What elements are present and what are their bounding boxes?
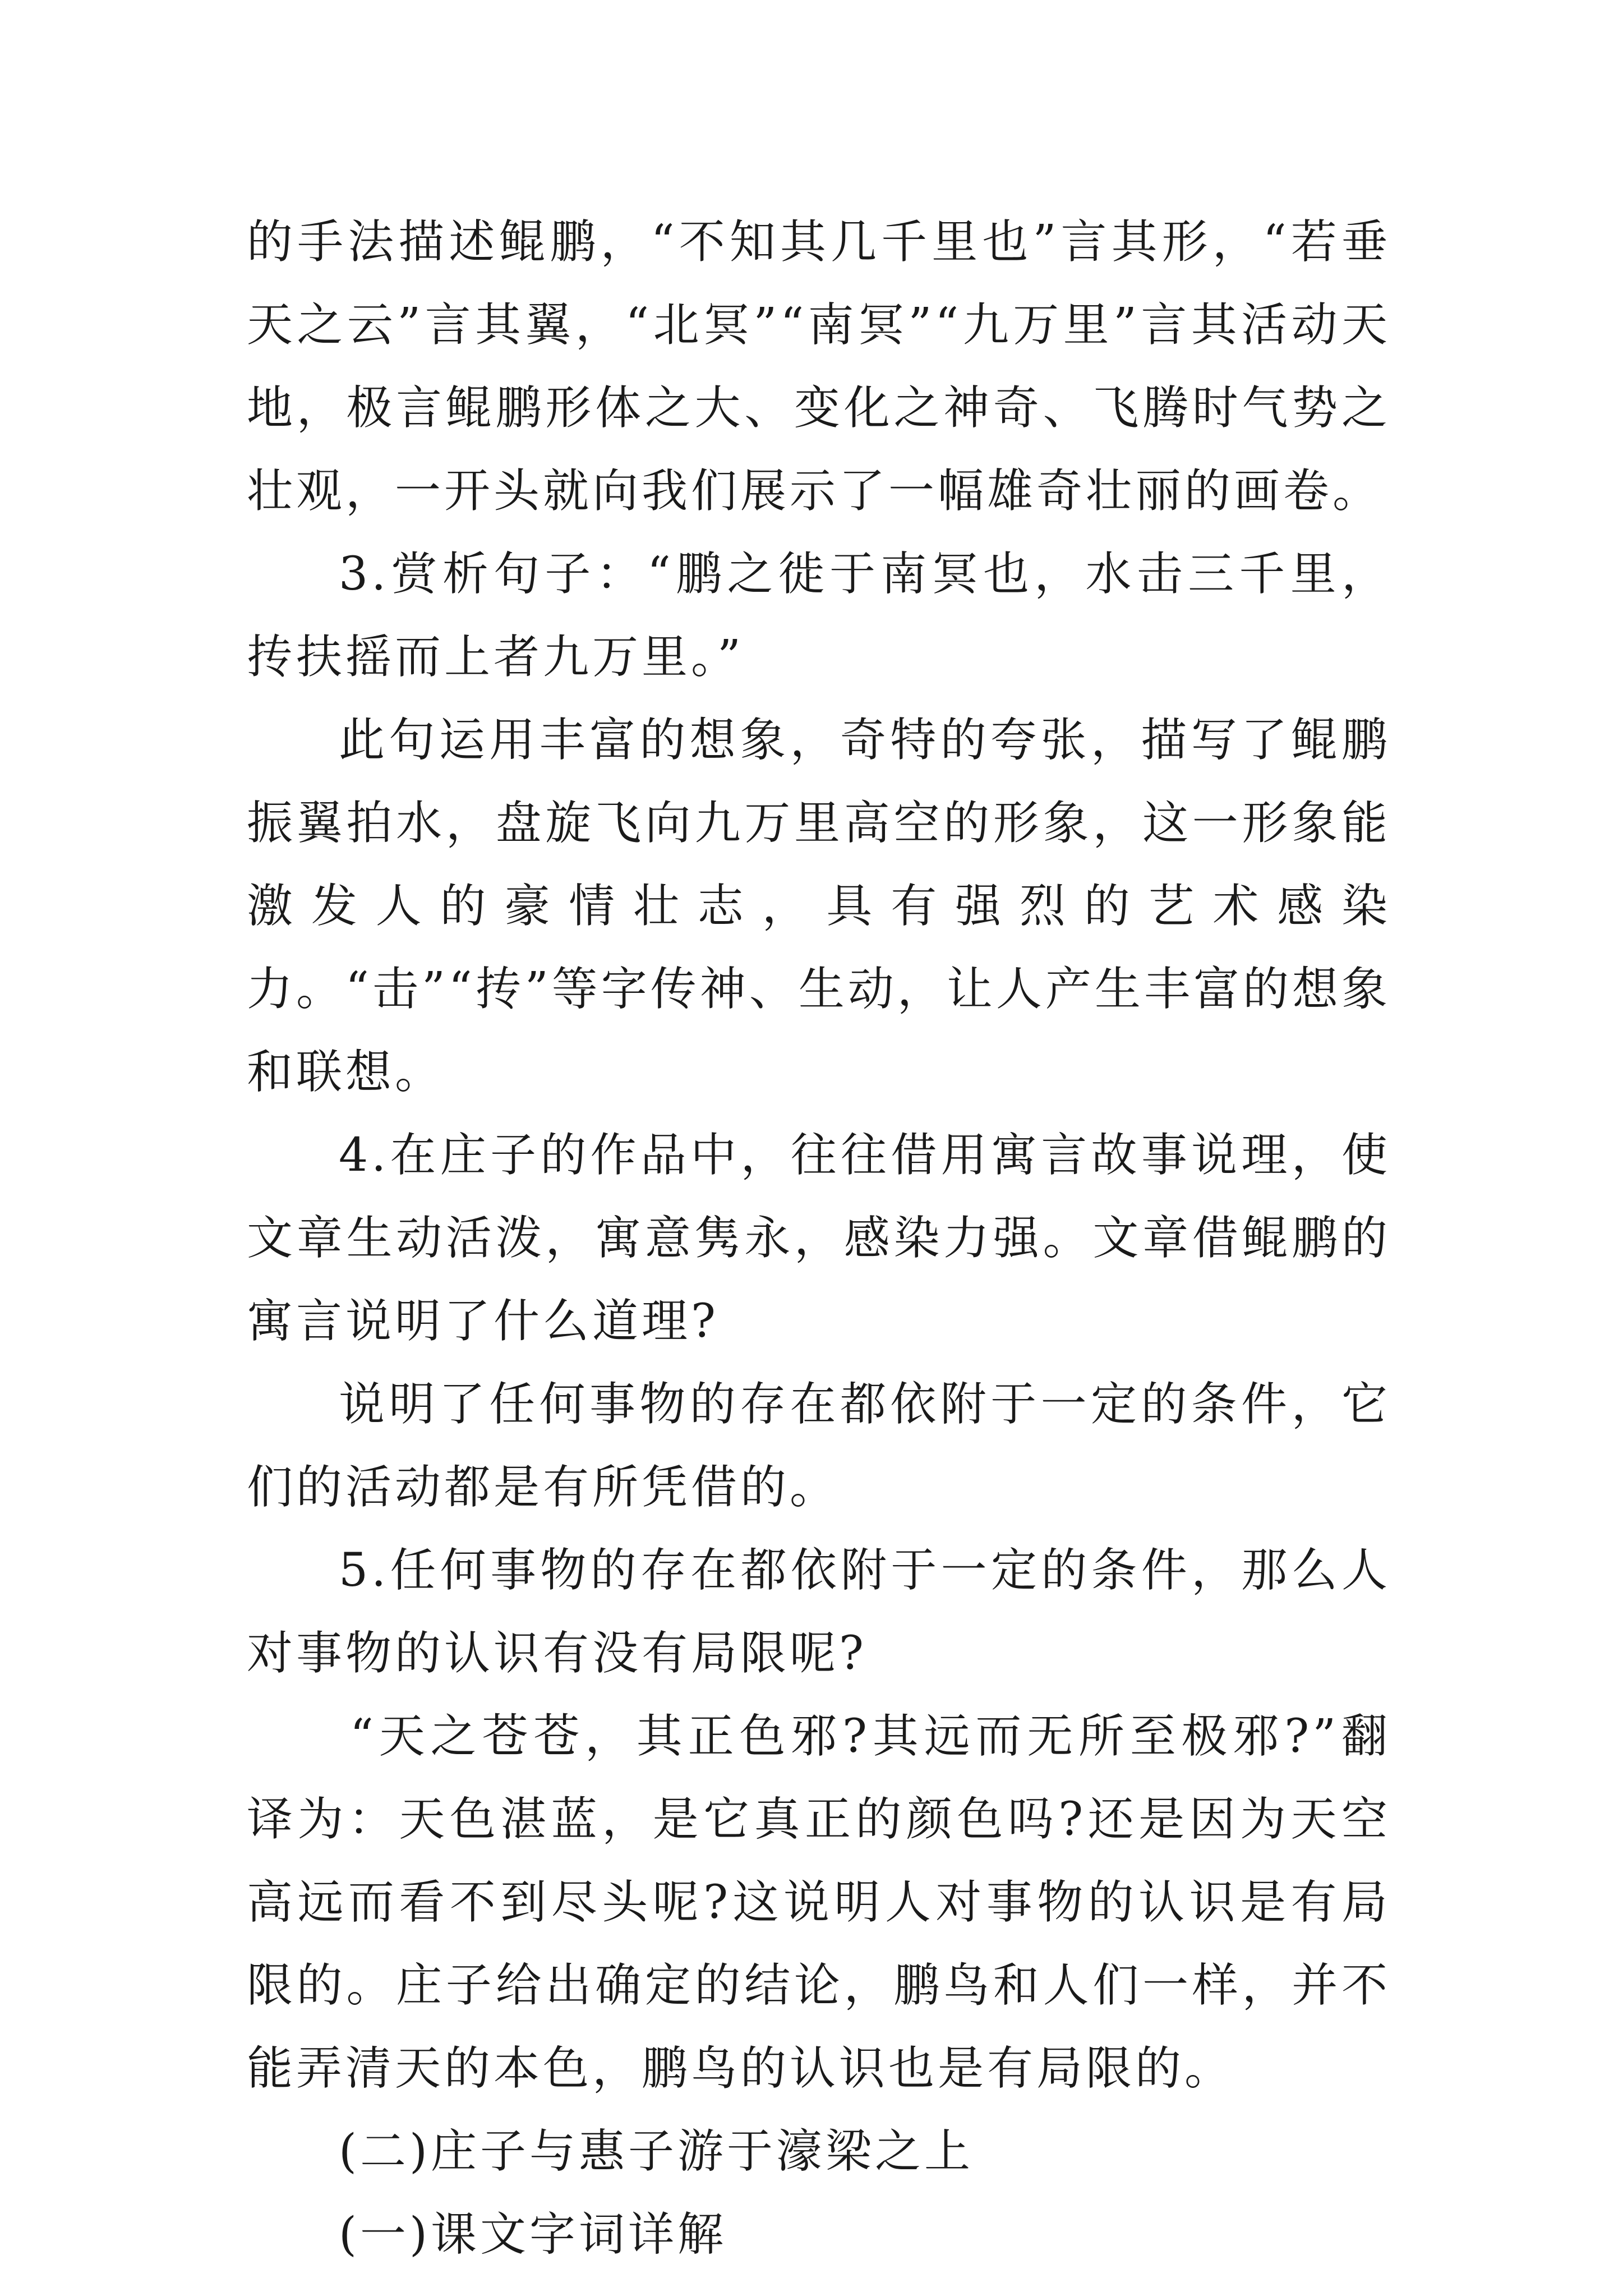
paragraph-answer-4: 说明了任何事物的存在都依附于一定的条件，它们的活动都是有所凭借的。	[247, 1378, 1391, 1514]
paragraph-answer-5: “天之苍苍，其正色邪?其远而无所至极邪?”翻译为：天色湛蓝，是它真正的颜色吗?还是因为天空高远而看不到尽头呢?这说明人对事物的认识是有局限的。庄子给出确定的结论，鹏鸟和人们一样，并不能弄清天的本色，鹏鸟的认识也是有局限的。	[247, 1710, 1391, 2095]
paragraph-question-5: 5.任何事物的存在都依附于一定的条件，那么人对事物的认识有没有局限呢?	[247, 1544, 1391, 1680]
paragraph-answer-3: 此句运用丰富的想象，奇特的夸张，描写了鲲鹏振翼拍水，盘旋飞向九万里高空的形象，这一形象能激发人的豪情壮志，具有强烈的艺术感染力。“击”“抟”等字传神、生动，让人产生丰富的想象和联想。	[247, 714, 1391, 1099]
section-heading-vocabulary: (一)课文字词详解	[339, 2208, 727, 2261]
paragraph-question-4: 4.在庄子的作品中，往往借用寓言故事说理，使文章生动活泼，寓意隽永，感染力强。文章借鲲鹏的寓言说明了什么道理?	[247, 1129, 1391, 1348]
section-heading-zhuangzi-huizi: (二)庄子与惠子游于濠梁之上	[339, 2125, 974, 2178]
paragraph-question-3: 3.赏析句子：“鹏之徙于南冥也，水击三千里，抟扶摇而上者九万里。”	[247, 547, 1391, 684]
document-body	[247, 201, 1391, 2276]
paragraph-continuation: 的手法描述鲲鹏，“不知其几千里也”言其形，“若垂天之云”言其翼，“北冥”“南冥”“九万里”言其活动天地，极言鲲鹏形体之大、变化之神奇、飞腾时气势之壮观，一开头就向我们展示了一幅雄奇壮丽的画卷。	[247, 215, 1391, 518]
